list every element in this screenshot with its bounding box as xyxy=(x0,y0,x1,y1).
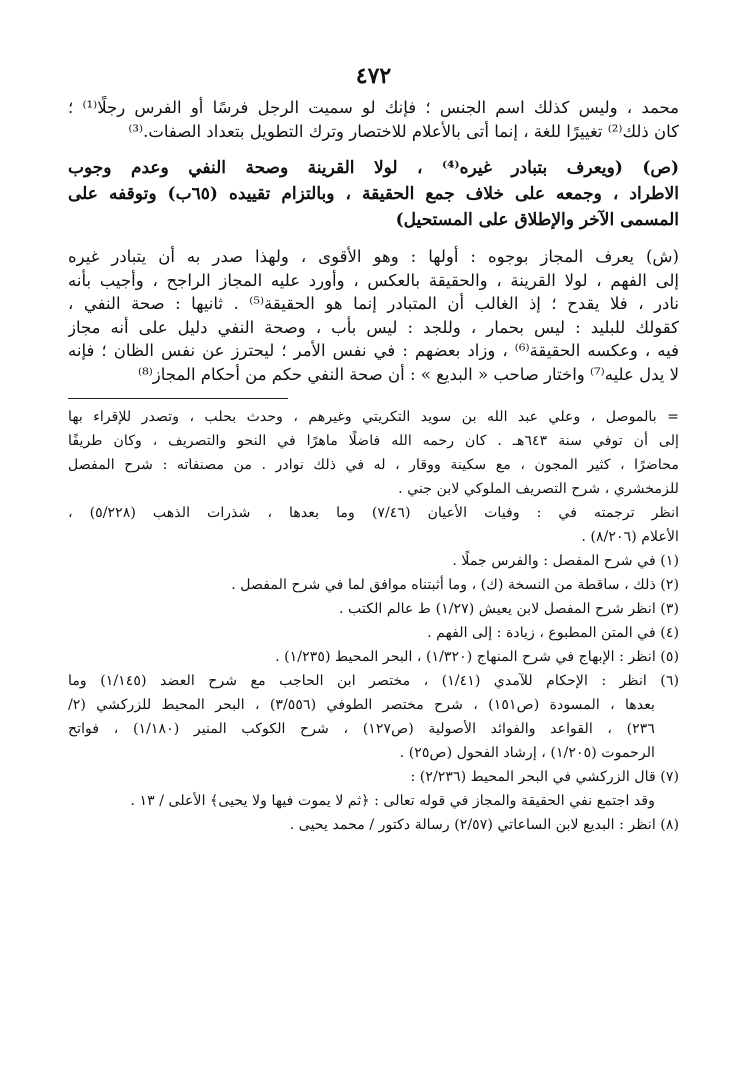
footnote-6-line: ٢٣٦) ، القواعد والفوائد الأصولية (ص١٢٧) ، شرح الكوكب المنير (١/١٨٠) ، فواتح xyxy=(68,721,656,737)
intro-paragraph xyxy=(68,96,679,143)
footnote-7: (٧) قال الزركشي في البحر المحيط (٢/٢٣٦) : xyxy=(410,769,679,785)
footnote-1: (١) في شرح المفصل : والفرس جملًا . xyxy=(452,553,679,569)
footnote-line: انظر ترجمته في : وفيات الأعيان (٧/٤٦) وما بعدها ، شذرات الذهب (٥/٢٢٨) ، xyxy=(68,505,679,521)
footnote-line: للزمخشري ، شرح التصريف الملوكي لابن جني . xyxy=(398,481,679,497)
page-number: ٤٧٢ xyxy=(355,63,392,89)
text-line: كقولك للبليد : ليس بحمار ، وللجد : ليس بأب ، وصحة النفي دليل على أنه مجاز xyxy=(68,317,679,337)
footnote-4: (٤) في المتن المطبوع ، زيادة : إلى الفهم . xyxy=(427,625,679,641)
text-line: (ش) يعرف المجاز بوجوه : أولها : وهو الأقوى ، ولهذا صدر به أن يتبادر غيره xyxy=(68,247,679,266)
text-line: فيه ، وعكسه الحقيقة⁽⁶⁾ ، وزاد بعضهم : في نفس الأمر ؛ ليحترز عن نفس الظان ؛ فإنه xyxy=(68,341,679,360)
footnote-6: (٦) انظر : الإحكام للآمدي (١/٤١) ، مختصر ابن الحاجب مع شرح العضد (١/١٤٥) وما xyxy=(68,673,679,689)
footnote-separator xyxy=(68,398,288,399)
text-line: الاطراد ، وجمعه على خلاف جمع الحقيقة ، وبالتزام تقييده (٦٥ب) وتوقفه على xyxy=(68,184,679,204)
text-line: نادر ، فلا يقدح ؛ إذ الغالب أن المتبادر إنما هو الحقيقة⁽⁵⁾ . ثانيها : صحة النفي ، xyxy=(68,294,679,313)
footnote-line: محاضرًا ، كثير المجون ، مع سكينة ووقار ، له في ذلك نوادر . من مصنفاته : شرح المفصل xyxy=(68,457,679,473)
text-line: لا يدل عليه⁽⁷⁾ واختار صاحب « البديع » : أن صحة النفي حكم من أحكام المجاز⁽⁸⁾ xyxy=(138,364,679,384)
text-line: إلى الفهم ، لولا القرينة ، والحقيقة بالعكس ، وأورد عليه المجاز الراجح ، وأجيب بأنه xyxy=(68,270,679,290)
footnote-2: (٢) ذلك ، ساقطة من النسخة (ك) ، وما أثبتناه موافق لما في شرح المفصل . xyxy=(231,577,679,593)
footnote-3: (٣) انظر شرح المفصل لابن يعيش (١/٢٧) ط عالم الكتب . xyxy=(339,601,679,617)
footnotes xyxy=(68,405,679,837)
footnote-line: إلى أن توفي سنة ٦٤٣هـ . كان رحمه الله فاضلًا ماهرًا في النحو والتصريف ، وكان طريفًا xyxy=(68,433,679,449)
sharh-paragraph xyxy=(68,245,679,386)
footnote-line: الأعلام (٨/٢٠٦) . xyxy=(581,529,679,545)
matn-paragraph xyxy=(68,155,679,233)
footnote-8: (٨) انظر : البديع لابن الساعاتي (٢/٥٧) رسالة دكتور / محمد يحيى . xyxy=(289,817,679,833)
text-line: (ص) (ويعرف بتبادر غيره⁽⁴⁾ ، لولا القرينة وصحة النفي وعدم وجوب xyxy=(68,158,679,178)
text-line: المسمى الآخر والإطلاق على المستحيل) xyxy=(395,210,679,230)
footnote-5: (٥) انظر : الإبهاج في شرح المنهاج (١/٣٢٠) ، البحر المحيط (١/٢٣٥) . xyxy=(275,649,679,665)
footnote-6-line: الرحموت (١/٢٠٥) ، إرشاد الفحول (ص٢٥) . xyxy=(399,745,655,761)
footnote-7-line: وقد اجتمع نفي الحقيقة والمجاز في قوله تعالى : ﴿ثم لا يموت فيها ولا يحيى﴾ الأعلى / ١٣ . xyxy=(130,793,655,809)
text-line: كان ذلك⁽²⁾ تغييرًا للغة ، إنما أتى بالأعلام للاختصار وترك التطويل بتعداد الصفات.⁽³⁾ xyxy=(128,121,679,141)
text-line: محمد ، وليس كذلك اسم الجنس ؛ فإنك لو سميت الرجل فرسًا أو الفرس رجلًا⁽¹⁾ ؛ xyxy=(68,98,679,117)
footnote-line: = بالموصل ، وعلي عبد الله بن سويد التكريتي وغيرهم ، وحدث بحلب ، وتصدر للإقراء بها xyxy=(68,409,679,425)
footnote-6-line: بعدها ، المسودة (ص١٥١) ، شرح مختصر الطوفي (٣/٥٥٦) ، البحر المحيط للزركشي (٢/ xyxy=(68,697,655,713)
